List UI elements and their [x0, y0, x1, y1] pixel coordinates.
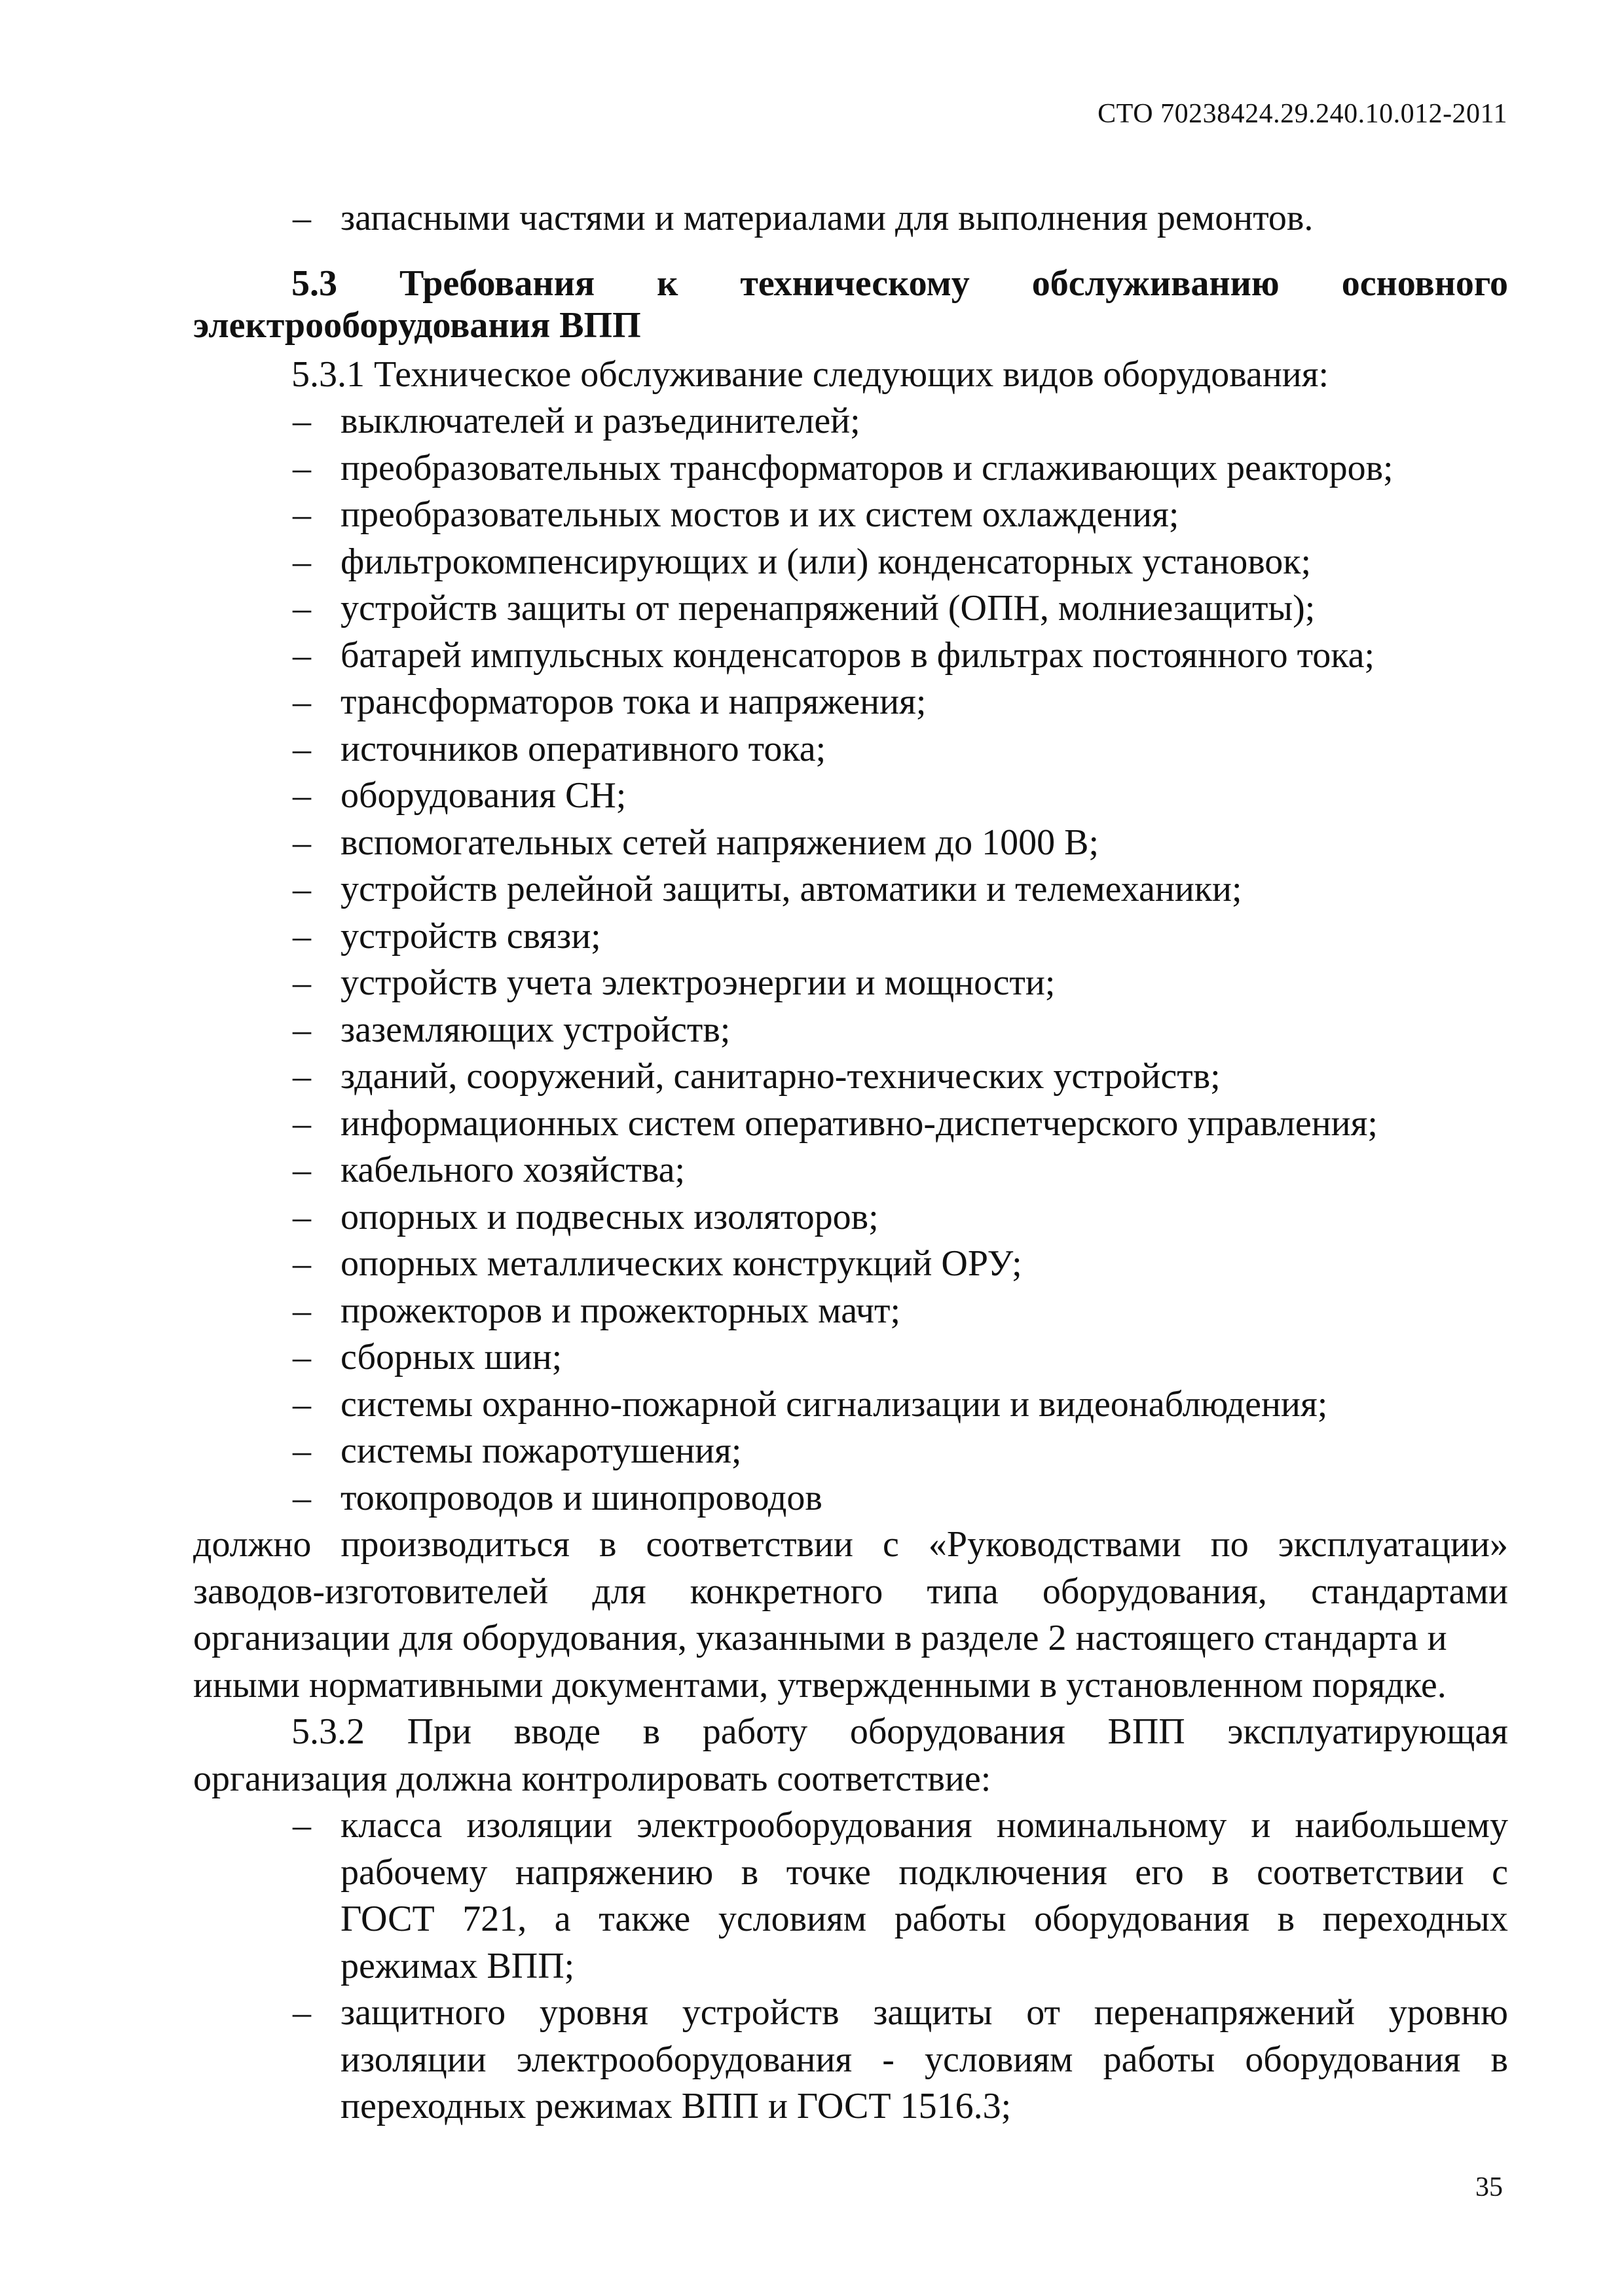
word: также	[599, 1899, 691, 1939]
list-item	[193, 585, 1508, 632]
list-item	[193, 1990, 1508, 2130]
word: режимах ВПП;	[341, 1945, 575, 1986]
word: соответствии	[646, 1524, 853, 1565]
list-item-text: выключателей и разъединителей;	[341, 401, 860, 441]
dash-bullet: –	[293, 447, 311, 488]
list-item-text: прожекторов и прожекторных мачт;	[341, 1290, 901, 1331]
word: точке	[786, 1851, 871, 1893]
word: в	[642, 1711, 661, 1752]
word: При	[407, 1711, 472, 1752]
word: электрооборудования	[637, 1805, 972, 1846]
list-item-text: опорных металлических конструкций ОРУ;	[341, 1243, 1022, 1284]
dash-bullet: –	[293, 1056, 311, 1097]
word: условиям	[925, 2039, 1073, 2080]
word: 721,	[462, 1899, 527, 1939]
word: обслуживанию	[1031, 263, 1280, 304]
list-item-text: информационных систем оперативно-диспетчерского управления;	[341, 1102, 1378, 1144]
dash-bullet: –	[293, 1243, 311, 1284]
dash-bullet: –	[293, 588, 311, 629]
word: переходных	[1322, 1899, 1508, 1939]
paragraph-lead	[193, 1709, 1508, 1756]
word: условиям	[718, 1899, 867, 1939]
word: изоляции	[341, 2039, 487, 2080]
paragraph-body	[193, 1522, 1508, 1709]
word: работы	[894, 1899, 1006, 1939]
list-item-text: преобразовательных мостов и их систем охлаждения;	[341, 494, 1179, 535]
word: изоляции	[466, 1805, 613, 1846]
word: конкретного	[690, 1571, 883, 1612]
word: работу	[702, 1711, 808, 1752]
word: 5.3	[291, 263, 337, 304]
list-item	[193, 913, 1508, 960]
dash-bullet: –	[293, 494, 311, 535]
list-item-text: устройств учета электроэнергии и мощности;	[341, 962, 1056, 1003]
paragraph-line	[193, 1615, 1508, 1662]
list-item-text: устройств защиты от перенапряжений (ОПН, молниезащиты);	[341, 588, 1316, 629]
list-item	[193, 820, 1508, 867]
list-item	[193, 866, 1508, 913]
word: устройств	[682, 1992, 840, 2033]
list-item-text	[341, 1990, 1508, 2130]
word: заводов-изготовителей	[193, 1571, 549, 1612]
list-item-text: устройств связи;	[341, 915, 601, 957]
word: стандартами	[1311, 1571, 1508, 1612]
list-item-text: системы пожаротушения;	[341, 1430, 742, 1471]
paragraph-line	[193, 1522, 1508, 1569]
word: к	[657, 263, 678, 304]
word: уровню	[1388, 1992, 1508, 2033]
word: по	[1210, 1524, 1249, 1565]
list-item-text: устройств релейной защиты, автоматики и телемеханики;	[341, 869, 1242, 909]
dash-bullet: –	[293, 1383, 311, 1425]
list-item	[193, 1475, 1508, 1522]
list-item	[193, 1101, 1508, 1148]
list-item-text: преобразовательных трансформаторов и сглаживающих реакторов;	[341, 447, 1393, 488]
word: от	[1026, 1992, 1060, 2033]
word: оборудования	[849, 1711, 1065, 1752]
word: в	[599, 1524, 617, 1565]
dash-bullet: –	[293, 1805, 311, 1846]
word: работы	[1103, 2039, 1215, 2080]
list-item-text: источников оперативного тока;	[341, 728, 826, 769]
list-item-text: вспомогательных сетей напряжением до 1000 В;	[341, 822, 1099, 863]
word: производиться	[341, 1524, 570, 1565]
list-item-text: батарей импульсных конденсаторов в фильтрах постоянного тока;	[341, 634, 1375, 676]
list-item	[193, 679, 1508, 726]
word: уровня	[539, 1992, 649, 2033]
dash-bullet: –	[293, 822, 311, 863]
word: соответствии	[1257, 1851, 1464, 1893]
list-item	[193, 1241, 1508, 1288]
equipment-list	[193, 398, 1508, 1522]
list-item-text: оборудования СН;	[341, 775, 627, 816]
dash-bullet: –	[293, 915, 311, 957]
paragraph-line	[341, 1943, 1508, 1990]
page-number: 35	[1475, 2172, 1503, 2202]
word: основного	[1341, 263, 1508, 304]
word: защитного	[341, 1992, 506, 2033]
word: в	[1211, 1851, 1229, 1893]
dash-bullet: –	[293, 775, 311, 816]
dash-bullet: –	[293, 1196, 311, 1237]
list-item-text: фильтрокомпенсирующих и (или) конденсаторных установок;	[341, 541, 1312, 582]
word: для	[592, 1571, 646, 1612]
word: иными нормативными документами, утвержденными в установленном порядке.	[193, 1664, 1447, 1705]
dash-bullet: –	[293, 1992, 311, 2033]
dash-bullet: –	[293, 1290, 311, 1331]
list-item	[193, 773, 1508, 820]
paragraph-line	[193, 1662, 1508, 1709]
word: с	[883, 1524, 899, 1565]
word: организации для оборудования, указанными в разделе 2 настоящего стандарта и	[193, 1618, 1447, 1658]
list-item	[193, 1428, 1508, 1475]
word: в	[1490, 2039, 1508, 2080]
word: 5.3.2	[291, 1711, 365, 1752]
word: номинальному	[996, 1805, 1227, 1846]
list-item	[193, 1053, 1508, 1101]
dash-bullet: –	[293, 541, 311, 582]
dash-bullet: –	[293, 1337, 311, 1377]
heading-line	[193, 263, 1508, 304]
list-item-text: заземляющих устройств;	[341, 1009, 731, 1050]
dash-bullet: –	[293, 198, 311, 238]
word: техническому	[740, 263, 970, 304]
list-item	[193, 492, 1508, 539]
dash-bullet: –	[293, 682, 311, 722]
paragraph-line	[341, 1896, 1508, 1943]
heading-line: электрооборудования ВПП	[193, 304, 641, 346]
list-item	[193, 398, 1508, 445]
list-item-text: кабельного хозяйства;	[341, 1150, 686, 1190]
paragraph-lead: 5.3.1 Техническое обслуживание следующих видов оборудования:	[291, 354, 1329, 395]
paragraph-line	[193, 1569, 1508, 1616]
word: оборудования	[1245, 2039, 1461, 2080]
list-item	[193, 1288, 1508, 1335]
list-item	[193, 960, 1508, 1007]
list-item	[193, 539, 1508, 586]
paragraph-line	[341, 2083, 1508, 2130]
word: и	[1251, 1805, 1271, 1846]
dash-bullet: –	[293, 1430, 311, 1471]
paragraph-line	[341, 1850, 1508, 1897]
word: его	[1135, 1851, 1184, 1893]
list-item-text: трансформаторов тока и напряжения;	[341, 682, 927, 722]
word: напряжению	[515, 1851, 714, 1893]
word: ВПП	[1107, 1711, 1185, 1752]
list-item-text	[341, 1802, 1508, 1990]
word: -	[882, 2039, 895, 2080]
word: эксплуатации»	[1278, 1524, 1508, 1565]
list-item	[193, 445, 1508, 492]
page-content	[193, 195, 1508, 2130]
list-item-text: сборных шин;	[341, 1337, 563, 1377]
list-item	[193, 1381, 1508, 1429]
list-item-text: запасными частями и материалами для выполнения ремонтов.	[341, 198, 1314, 238]
paragraph-line	[341, 1990, 1508, 2037]
list-item	[193, 1194, 1508, 1241]
word: «Руководствами	[928, 1524, 1181, 1565]
dash-bullet: –	[293, 962, 311, 1003]
dash-bullet: –	[293, 1102, 311, 1144]
paragraph-line	[341, 1802, 1508, 1850]
paragraph-line	[341, 2037, 1508, 2084]
word: наибольшему	[1295, 1805, 1508, 1846]
word: Требования	[399, 263, 595, 304]
word: оборудования	[1034, 1899, 1250, 1939]
word: в	[1277, 1899, 1295, 1939]
dash-bullet: –	[293, 1477, 311, 1518]
list-item	[193, 1802, 1508, 1990]
section-heading	[193, 263, 1508, 346]
word: рабочему	[341, 1851, 488, 1893]
list-item-text: системы охранно-пожарной сигнализации и видеонаблюдения;	[341, 1383, 1328, 1425]
list-item	[193, 726, 1508, 773]
list-item	[193, 195, 1508, 242]
dash-bullet: –	[293, 728, 311, 769]
word: должно	[193, 1524, 312, 1565]
word: электрооборудования	[516, 2039, 853, 2080]
word: класса	[341, 1805, 443, 1846]
word: подключения	[898, 1851, 1107, 1893]
list-item	[193, 1007, 1508, 1054]
dash-bullet: –	[293, 1009, 311, 1050]
word: в	[741, 1851, 759, 1893]
paragraph-line: организация должна контролировать соответствие:	[193, 1758, 991, 1799]
word: вводе	[513, 1711, 600, 1752]
word: защиты	[873, 1992, 993, 2033]
list-item-text: токопроводов и шинопроводов	[341, 1477, 822, 1518]
dash-bullet: –	[293, 634, 311, 676]
word: оборудования,	[1042, 1571, 1267, 1612]
word: с	[1492, 1851, 1508, 1893]
document-code-header: СТО 70238424.29.240.10.012-2011	[1098, 99, 1507, 129]
list-item	[193, 1147, 1508, 1194]
dash-bullet: –	[293, 1150, 311, 1190]
word: а	[554, 1899, 571, 1939]
list-item	[193, 632, 1508, 680]
word: ГОСТ	[341, 1899, 435, 1939]
word: переходных режимах ВПП и ГОСТ 1516.3;	[341, 2086, 1012, 2126]
dash-bullet: –	[293, 401, 311, 441]
dash-bullet: –	[293, 869, 311, 909]
list-item-text: опорных и подвесных изоляторов;	[341, 1196, 879, 1237]
list-item-text: зданий, сооружений, санитарно-технических устройств;	[341, 1056, 1221, 1097]
word: перенапряжений	[1094, 1992, 1355, 2033]
word: типа	[927, 1571, 999, 1612]
list-item	[193, 1334, 1508, 1381]
word: эксплуатирующая	[1227, 1711, 1508, 1752]
